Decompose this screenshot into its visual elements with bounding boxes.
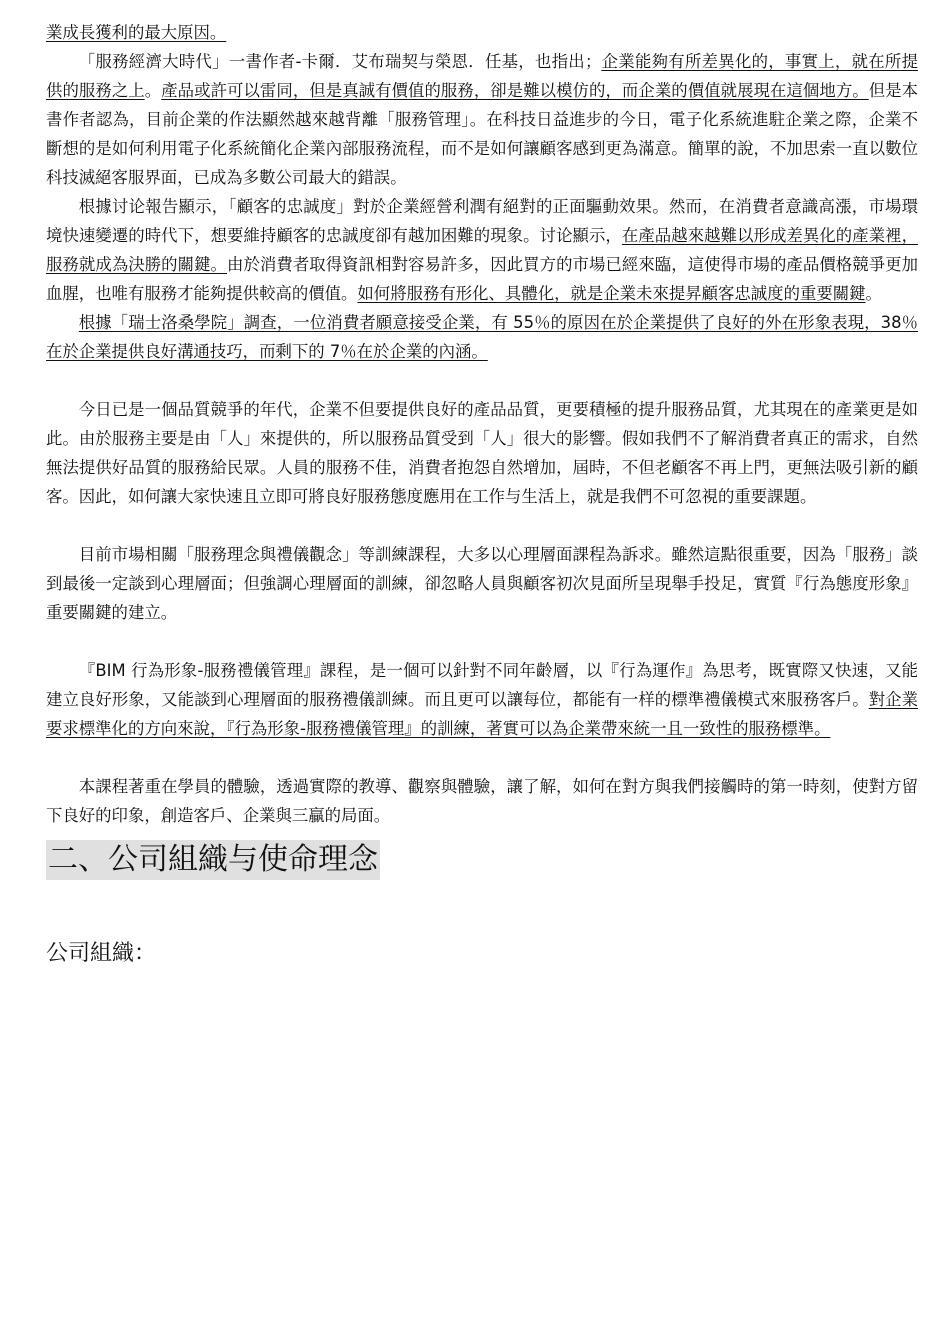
paragraph-customer-loyalty bbox=[46, 192, 918, 308]
paragraph-bim-course bbox=[46, 656, 918, 743]
text-run: 「服務經濟大時代」一書作者-卡爾．艾布瑞契与榮恩．任基，也指出； bbox=[78, 52, 602, 71]
text-run: 今日已是一個品質競爭的年代，企業不但要提供良好的產品品質，更要積極的提升服務品質，尤其現在的產業更是如此。由於服務主要是由「人」來提供的，所以服務品質受到「人」很大的影響。假如我們不了解消費者真正的需求，自然無法提供好品質的服務給民眾。人員的服務不佳，消費者抱怨自然增加，屆時，不但老顧客不再上門，更無法吸引新的顧客。因此，如何讓大家快速且立即可將良好服務態度應用在工作与生活上，就是我們不可忽視的重要課題。 bbox=[46, 400, 918, 506]
underlined-text: 對企業要求標準化的方向來說，『行為形象-服務禮儀管理』的訓練，著實可以為企業帶來統一且一致性的服務標準。 bbox=[46, 690, 919, 738]
text-run: 根據讨论報告顯示，「顧客的忠誠度」對於企業經營利潤有絕對的正面驅動效果。然而，在消費者意識高漲，市場環境快速變遷的時代下，想要維持顧客的忠誠度卻有越加困難的現象。讨论顯示， bbox=[46, 197, 918, 245]
text-run: 。 bbox=[144, 81, 162, 100]
text-run: 本課程著重在學員的體驗，透過實際的教導、觀察與體驗，讓了解，如何在對方與我們接觸時的第一時刻，使對方留下良好的印象，創造客戶、企業與三贏的局面。 bbox=[46, 777, 918, 825]
text-run: 但是本書作者認為，目前企業的作法顯然越來越背離「服務管理」。在科技日益進步的今日，電子化系統進駐企業之際，企業不斷想的是如何利用電子化系統簡化企業內部服務流程，而不是如何讓顧客感到更為滿意。簡單的說，不加思索一直以數位科技滅絕客服界面，已成為多數公司最大的錯誤。 bbox=[46, 81, 919, 187]
underlined-text: 根據「瑞士洛桑學院」調查，一位消費者願意接受企業，有 55％的原因在於企業提供了良好的外在形象表現，38％在於企業提供良好溝通技巧，而剩下的 7％在於企業的內涵。 bbox=[46, 313, 918, 361]
paragraph-continued bbox=[46, 18, 918, 47]
text-run: 目前市場相關「服務理念與禮儀觀念」等訓練課程，大多以心理層面課程為訴求。雖然這點很重要，因為「服務」談到最後一定談到心理層面；但強調心理層面的訓練，卻忽略人員與顧客初次見面所呈現舉手投足，實質『行為態度形象』重要關鍵的建立。 bbox=[46, 545, 918, 622]
paragraph-training-market bbox=[46, 540, 918, 627]
text-run: 。 bbox=[865, 284, 882, 303]
paragraph-course-focus bbox=[46, 772, 918, 830]
document-page bbox=[46, 18, 918, 970]
text-run: 『BIM 行為形象-服務禮儀管理』課程，是一個可以針對不同年齡層，以『行為運作』為思考，既實際又快速，又能建立良好形象，又能談到心理層面的服務禮儀訓練。而且更可以讓每位，都能有一样的標準禮儀模式來服務客戶。 bbox=[46, 661, 918, 709]
underlined-text: 業成長獲利的最大原因。 bbox=[46, 23, 227, 42]
underlined-text: 企業能夠有所差異化的，事實上，就在所提供的服務之上 bbox=[46, 52, 918, 100]
underlined-text: 產品或許可以雷同，但是真誠有價值的服務，卻是難以模仿的，而企業的價值就展現在這個地方。 bbox=[161, 81, 869, 100]
paragraph-quality-competition bbox=[46, 395, 918, 511]
underlined-text: 在產品越來越難以形成差異化的產業裡，服務就成為決勝的關鍵。 bbox=[46, 226, 918, 274]
subsection-heading: 公司組織： bbox=[46, 941, 157, 966]
paragraph-lausanne-survey bbox=[46, 308, 918, 366]
text-run: 由於消費者取得資訊相對容易許多，因此買方的市場已經來臨，這使得市場的產品價格競爭更加血腥，也唯有服務才能夠提供較高的價值。 bbox=[46, 255, 919, 303]
underlined-text: 如何將服務有形化、具體化，就是企業未來提昇顧客忠誠度的重要關鍵 bbox=[357, 284, 866, 303]
section-heading: 二、公司組織与使命理念 bbox=[46, 840, 380, 880]
paragraph-service-economy bbox=[46, 47, 918, 192]
